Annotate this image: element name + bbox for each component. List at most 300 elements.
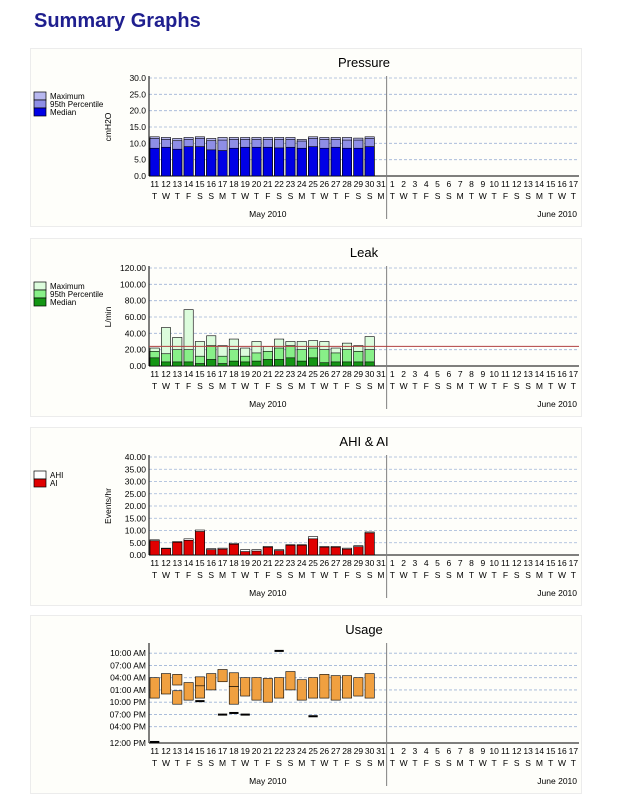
weekday-label: W (161, 570, 170, 580)
y-tick-label: 04:00 PM (109, 721, 146, 732)
y-tick-label: 40.00 (124, 328, 146, 339)
x-tick-label: 12 (161, 558, 171, 568)
weekday-label: T (491, 758, 497, 768)
x-tick-label: 12 (161, 746, 171, 756)
x-tick-label: 22 (274, 558, 284, 568)
weekday-label: W (399, 570, 408, 580)
usage-short-session (241, 714, 250, 716)
x-tick-label: 10 (489, 179, 499, 189)
weekday-label: S (434, 570, 441, 580)
x-tick-label: 4 (423, 369, 429, 379)
x-tick-label: 8 (469, 179, 474, 189)
leak-median-bar (173, 362, 182, 366)
weekday-label: T (333, 758, 339, 768)
weekday-label: F (186, 758, 192, 768)
pressure-median-bar (252, 147, 261, 176)
weekday-label: S (208, 570, 215, 580)
x-tick-label: 3 (412, 558, 418, 568)
x-tick-label: 2 (401, 179, 406, 189)
weekday-label: W (161, 758, 170, 768)
leak-median-bar (150, 358, 159, 366)
ai-bar (320, 547, 329, 555)
x-tick-label: 24 (297, 179, 307, 189)
weekday-label: S (197, 381, 203, 391)
weekday-label: T (570, 381, 576, 391)
weekday-label: S (525, 381, 531, 391)
y-tick-label: 10:00 AM (110, 648, 146, 659)
leak-median-bar (241, 362, 250, 366)
weekday-label: T (152, 758, 158, 768)
weekday-label: W (558, 570, 567, 580)
weekday-label: F (502, 191, 509, 201)
x-tick-label: 8 (469, 369, 474, 379)
x-tick-label: 27 (330, 746, 341, 756)
leak-median-bar (320, 363, 329, 366)
ai-bar (342, 549, 351, 555)
x-tick-label: 20 (251, 558, 262, 568)
x-tick-label: 15 (545, 179, 556, 189)
legend-swatch (34, 100, 46, 108)
leak-median-bar (331, 362, 340, 366)
weekday-label: F (423, 570, 429, 580)
usage-session-bar (308, 678, 317, 698)
weekday-label: M (535, 381, 543, 391)
pressure-median-bar (342, 148, 351, 176)
x-tick-label: 7 (457, 179, 463, 189)
x-tick-label: 24 (297, 558, 307, 568)
weekday-label: T (491, 381, 497, 391)
usage-session-bar (207, 674, 216, 690)
x-tick-label: 1 (389, 746, 395, 756)
page-title: Summary Graphs (34, 10, 201, 32)
pressure-median-bar (195, 147, 204, 176)
x-tick-label: 31 (376, 179, 386, 189)
weekday-label: W (241, 758, 250, 768)
x-tick-label: 16 (557, 558, 567, 568)
pressure-median-bar (297, 148, 306, 176)
pressure-median-bar (184, 147, 193, 176)
x-tick-label: 28 (342, 369, 352, 379)
x-tick-label: 21 (263, 746, 273, 756)
x-tick-label: 13 (523, 369, 533, 379)
usage-session-bar (297, 680, 306, 700)
x-tick-label: 14 (183, 369, 194, 379)
legend-label: Median (50, 298, 77, 307)
x-tick-label: 29 (353, 369, 364, 379)
usage-session-bar (331, 676, 340, 701)
x-tick-label: 2 (401, 369, 406, 379)
x-tick-label: 12 (161, 179, 171, 189)
x-tick-label: 2 (401, 558, 406, 568)
weekday-label: M (535, 758, 543, 768)
weekday-label: T (412, 758, 418, 768)
x-tick-label: 29 (353, 179, 364, 189)
x-tick-label: 11 (150, 558, 160, 568)
leak-median-bar (365, 362, 374, 366)
weekday-label: T (468, 570, 475, 580)
weekday-label: M (219, 191, 227, 201)
x-tick-label: 30 (364, 558, 375, 568)
x-tick-label: 4 (423, 746, 429, 756)
ahi-ai-panel (30, 427, 582, 606)
x-tick-label: 7 (457, 746, 463, 756)
y-tick-label: 15.0 (129, 122, 146, 132)
weekday-label: S (366, 191, 373, 201)
pressure-median-bar (229, 148, 238, 176)
usage-session-bar (252, 678, 261, 700)
x-tick-label: 3 (412, 746, 418, 756)
usage-session-bar (320, 674, 329, 698)
x-tick-label: 16 (206, 746, 216, 756)
ai-bar (331, 547, 340, 555)
weekday-label: T (570, 191, 576, 201)
weekday-label: T (548, 570, 554, 580)
usage-session-bar (195, 686, 204, 698)
month-label: May 2010 (249, 399, 287, 409)
weekday-label: F (423, 758, 429, 768)
x-tick-label: 9 (480, 746, 486, 756)
pressure-chart (31, 49, 581, 226)
weekday-label: T (412, 570, 418, 580)
weekday-label: T (174, 570, 180, 580)
x-tick-label: 5 (435, 369, 440, 379)
weekday-label: F (186, 381, 192, 391)
weekday-label: T (468, 191, 475, 201)
y-tick-label: 60.00 (124, 312, 146, 322)
y-tick-label: 20.00 (124, 344, 146, 355)
weekday-label: T (152, 381, 158, 391)
legend-label: 95th Percentile (50, 100, 104, 109)
x-tick-label: 13 (172, 369, 183, 379)
legend-label: Maximum (50, 92, 85, 101)
y-tick-label: 40.00 (124, 452, 146, 462)
x-tick-label: 26 (319, 369, 330, 379)
x-tick-label: 16 (206, 558, 216, 568)
weekday-label: T (333, 381, 339, 391)
legend-label: 95th Percentile (50, 290, 104, 299)
y-tick-label: 30.00 (124, 476, 146, 487)
weekday-label: W (320, 191, 329, 201)
x-tick-label: 17 (217, 369, 228, 379)
weekday-label: M (456, 758, 464, 768)
weekday-label: F (265, 191, 271, 201)
usage-short-session (195, 700, 204, 702)
leak-median-bar (218, 364, 227, 366)
weekday-label: T (253, 570, 260, 580)
weekday-label: W (478, 191, 487, 201)
x-tick-label: 8 (469, 746, 474, 756)
weekday-label: T (548, 191, 554, 201)
y-tick-label: 0.0 (134, 171, 146, 181)
x-tick-label: 26 (319, 558, 330, 568)
month-label: June 2010 (537, 776, 577, 786)
weekday-label: M (535, 570, 543, 580)
x-tick-label: 6 (446, 369, 452, 379)
weekday-label: T (491, 570, 497, 580)
x-tick-label: 26 (319, 746, 330, 756)
weekday-label: T (468, 758, 475, 768)
legend-swatch (34, 479, 46, 487)
leak-median-bar (252, 361, 261, 366)
x-tick-label: 12 (512, 558, 522, 568)
weekday-label: T (570, 570, 576, 580)
x-tick-label: 28 (342, 179, 352, 189)
weekday-label: F (186, 191, 192, 201)
y-tick-label: 20.00 (124, 501, 146, 511)
usage-short-session (218, 714, 227, 716)
x-tick-label: 3 (412, 179, 418, 189)
usage-session-bar (173, 691, 182, 704)
month-label: June 2010 (537, 209, 577, 219)
usage-panel (30, 615, 582, 794)
legend-label: Maximum (50, 282, 85, 291)
weekday-label: M (219, 570, 227, 580)
weekday-label: S (513, 570, 520, 580)
y-tick-label: 35.00 (124, 464, 146, 475)
weekday-label: F (502, 570, 509, 580)
leak-median-bar (207, 359, 216, 366)
y-tick-label: 25.0 (129, 89, 146, 100)
leak-median-bar (263, 359, 272, 366)
ai-bar (184, 540, 193, 555)
weekday-label: S (276, 570, 282, 580)
x-tick-label: 29 (353, 558, 364, 568)
weekday-label: F (502, 381, 509, 391)
ai-bar (195, 531, 204, 555)
ai-bar (354, 547, 363, 555)
weekday-label: T (412, 381, 418, 391)
weekday-label: S (434, 191, 441, 201)
weekday-label: S (197, 758, 203, 768)
usage-session-bar (229, 687, 238, 705)
x-tick-label: 30 (364, 746, 375, 756)
x-tick-label: 13 (523, 746, 533, 756)
x-tick-label: 21 (263, 369, 273, 379)
ai-bar (161, 549, 170, 555)
leak-chart (31, 239, 581, 416)
ai-bar (365, 533, 374, 555)
x-tick-label: 13 (523, 179, 533, 189)
usage-chart (31, 616, 581, 793)
x-tick-label: 18 (229, 746, 239, 756)
x-tick-label: 18 (229, 179, 239, 189)
leak-median-bar (274, 359, 283, 366)
weekday-label: F (186, 570, 192, 580)
x-tick-label: 15 (195, 369, 205, 379)
weekday-label: W (478, 381, 487, 391)
weekday-label: S (434, 758, 441, 768)
weekday-label: S (525, 758, 531, 768)
weekday-label: W (399, 191, 408, 201)
x-tick-label: 28 (342, 746, 352, 756)
usage-session-bar (263, 678, 272, 702)
pressure-median-bar (207, 150, 216, 176)
x-tick-label: 1 (389, 369, 395, 379)
y-tick-label: 07:00 PM (109, 709, 146, 720)
weekday-label: T (174, 758, 180, 768)
weekday-label: T (389, 381, 395, 391)
month-label: May 2010 (249, 209, 287, 219)
x-tick-label: 17 (568, 746, 579, 756)
x-tick-label: 14 (534, 369, 545, 379)
x-tick-label: 12 (512, 179, 522, 189)
weekday-label: M (219, 758, 227, 768)
weekday-label: S (287, 570, 294, 580)
ahi-ai-chart (31, 428, 581, 605)
month-label: May 2010 (249, 776, 287, 786)
leak-median-bar (342, 362, 351, 366)
weekday-label: S (513, 191, 520, 201)
x-tick-label: 31 (376, 558, 386, 568)
weekday-label: T (310, 191, 316, 201)
x-tick-label: 6 (446, 746, 452, 756)
x-tick-label: 15 (545, 558, 556, 568)
usage-session-bar (161, 674, 170, 694)
weekday-label: W (478, 570, 487, 580)
weekday-label: F (344, 758, 350, 768)
ai-bar (297, 545, 306, 555)
x-tick-label: 11 (501, 179, 510, 189)
ai-bar (229, 544, 238, 555)
x-tick-label: 14 (183, 746, 194, 756)
ai-bar (252, 551, 261, 555)
weekday-label: S (366, 381, 373, 391)
x-tick-label: 15 (195, 746, 205, 756)
x-tick-label: 11 (501, 558, 510, 568)
x-tick-label: 13 (172, 558, 183, 568)
pressure-median-bar (331, 147, 340, 176)
x-tick-label: 17 (217, 746, 228, 756)
x-tick-label: 17 (568, 179, 579, 189)
x-tick-label: 12 (161, 369, 171, 379)
usage-short-session (308, 715, 317, 717)
weekday-label: F (265, 758, 271, 768)
weekday-label: S (355, 191, 362, 201)
ai-bar (207, 550, 216, 555)
x-tick-label: 21 (263, 558, 273, 568)
weekday-label: S (525, 191, 531, 201)
x-tick-label: 14 (534, 179, 545, 189)
month-label: May 2010 (249, 588, 287, 598)
x-tick-label: 19 (240, 369, 250, 379)
x-tick-label: 5 (435, 558, 440, 568)
pressure-median-bar (320, 148, 329, 176)
y-tick-label: 10.0 (129, 138, 146, 149)
weekday-label: W (399, 381, 408, 391)
x-tick-label: 16 (206, 179, 216, 189)
x-tick-label: 4 (423, 179, 429, 189)
chart-title: Leak (349, 245, 379, 260)
usage-session-bar (229, 673, 238, 687)
weekday-label: W (241, 191, 250, 201)
pressure-median-bar (241, 147, 250, 176)
weekday-label: S (197, 570, 203, 580)
legend-swatch (34, 298, 46, 306)
leak-median-bar (308, 358, 317, 366)
x-tick-label: 21 (263, 179, 273, 189)
weekday-label: W (320, 758, 329, 768)
usage-short-session (229, 712, 238, 714)
weekday-label: W (161, 191, 170, 201)
weekday-label: W (558, 381, 567, 391)
legend-swatch (34, 471, 46, 479)
usage-session-bar (286, 672, 295, 690)
x-tick-label: 28 (342, 558, 352, 568)
x-tick-label: 23 (285, 558, 296, 568)
weekday-label: W (241, 381, 250, 391)
x-tick-label: 23 (285, 746, 296, 756)
weekday-label: S (446, 381, 452, 391)
weekday-label: M (298, 758, 306, 768)
x-tick-label: 20 (251, 179, 262, 189)
weekday-label: W (241, 570, 250, 580)
legend-swatch (34, 290, 46, 298)
weekday-label: F (423, 191, 429, 201)
weekday-label: M (377, 381, 385, 391)
leak-median-bar (354, 362, 363, 366)
weekday-label: T (152, 570, 158, 580)
usage-session-bar (173, 674, 182, 685)
weekday-label: M (456, 381, 464, 391)
ai-bar (274, 551, 283, 555)
y-tick-label: 30.0 (129, 73, 146, 83)
x-tick-label: 30 (364, 369, 375, 379)
ai-bar (173, 542, 182, 555)
usage-session-bar (365, 674, 374, 699)
x-tick-label: 15 (545, 369, 556, 379)
weekday-label: S (287, 758, 294, 768)
weekday-label: M (456, 191, 464, 201)
x-tick-label: 16 (557, 179, 567, 189)
weekday-label: W (161, 381, 170, 391)
x-tick-label: 14 (183, 558, 194, 568)
x-tick-label: 25 (308, 369, 318, 379)
y-tick-label: 25.00 (124, 488, 146, 499)
weekday-label: S (525, 570, 531, 580)
x-tick-label: 10 (489, 746, 499, 756)
x-tick-label: 8 (469, 558, 474, 568)
x-tick-label: 11 (150, 179, 160, 189)
x-tick-label: 13 (172, 179, 183, 189)
weekday-label: M (298, 381, 306, 391)
usage-session-bar (241, 678, 250, 696)
usage-session-bar (218, 670, 227, 682)
y-tick-label: 100.00 (120, 279, 146, 290)
weekday-label: S (446, 570, 452, 580)
x-tick-label: 26 (319, 179, 330, 189)
weekday-label: S (287, 381, 294, 391)
x-tick-label: 17 (568, 369, 579, 379)
y-tick-label: 07:00 AM (110, 660, 146, 671)
x-tick-label: 1 (389, 558, 395, 568)
weekday-label: S (355, 570, 362, 580)
x-tick-label: 16 (206, 369, 216, 379)
x-tick-label: 22 (274, 179, 284, 189)
weekday-label: W (320, 381, 329, 391)
weekday-label: S (287, 191, 294, 201)
x-tick-label: 25 (308, 558, 318, 568)
weekday-label: T (231, 381, 237, 391)
weekday-label: S (366, 758, 373, 768)
ai-bar (218, 549, 227, 555)
x-tick-label: 10 (489, 558, 499, 568)
x-tick-label: 6 (446, 558, 452, 568)
x-tick-label: 25 (308, 746, 318, 756)
x-tick-label: 10 (489, 369, 499, 379)
weekday-label: S (208, 381, 215, 391)
weekday-label: M (377, 191, 385, 201)
x-tick-label: 19 (240, 179, 250, 189)
